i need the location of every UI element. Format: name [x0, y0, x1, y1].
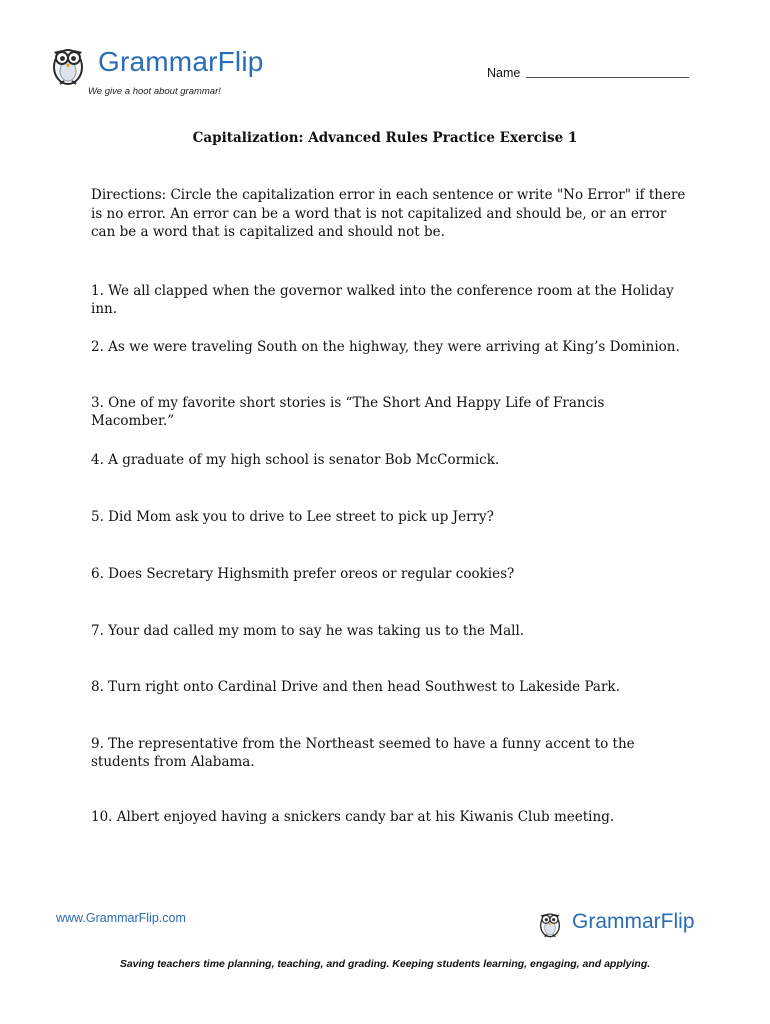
footer-slogan: Saving teachers time planning, teaching, and grading. Keeping students learning, engaging, and applying.	[119, 958, 651, 970]
directions: Directions: Circle the capitalization error in each sentence or write "No Error" if there is no error. An error can be a word that is not capitalized and should be, or an error can be a word that is capitalized and should not be.	[91, 187, 686, 240]
brand-name: GrammarFlip	[98, 46, 264, 77]
footer-brand	[538, 906, 695, 938]
footer-website-link[interactable]: www.GrammarFlip.com	[56, 911, 186, 925]
owl-icon	[538, 906, 562, 938]
question-7: 7. Your dad called my mom to say he was taking us to the Mall.	[91, 623, 525, 639]
header-brand	[50, 38, 264, 86]
question-5: 5. Did Mom ask you to drive to Lee street to pick up Jerry?	[91, 509, 494, 525]
question-6: 6. Does Secretary Highsmith prefer oreos or regular cookies?	[91, 566, 515, 582]
name-underline	[526, 77, 689, 78]
name-field	[487, 66, 689, 80]
question-3: 3. One of my favorite short stories is “The Short And Happy Life of Francis Macomber.”	[91, 395, 605, 429]
tagline: We give a hoot about grammar!	[88, 86, 221, 97]
question-4: 4. A graduate of my high school is senator Bob McCormick.	[91, 452, 500, 468]
question-10: 10. Albert enjoyed having a snickers candy bar at his Kiwanis Club meeting.	[91, 809, 615, 825]
question-9: 9. The representative from the Northeast seemed to have a funny accent to the students from Alabama.	[91, 736, 635, 770]
question-1: 1. We all clapped when the governor walked into the conference room at the Holiday inn.	[91, 283, 674, 317]
name-label: Name	[487, 66, 521, 80]
footer-brand-name: GrammarFlip	[572, 910, 695, 933]
page-title: Capitalization: Advanced Rules Practice Exercise 1	[192, 130, 578, 146]
owl-icon	[50, 38, 86, 86]
question-2: 2. As we were traveling South on the highway, they were arriving at King’s Dominion.	[91, 339, 680, 355]
question-8: 8. Turn right onto Cardinal Drive and then head Southwest to Lakeside Park.	[91, 679, 620, 695]
